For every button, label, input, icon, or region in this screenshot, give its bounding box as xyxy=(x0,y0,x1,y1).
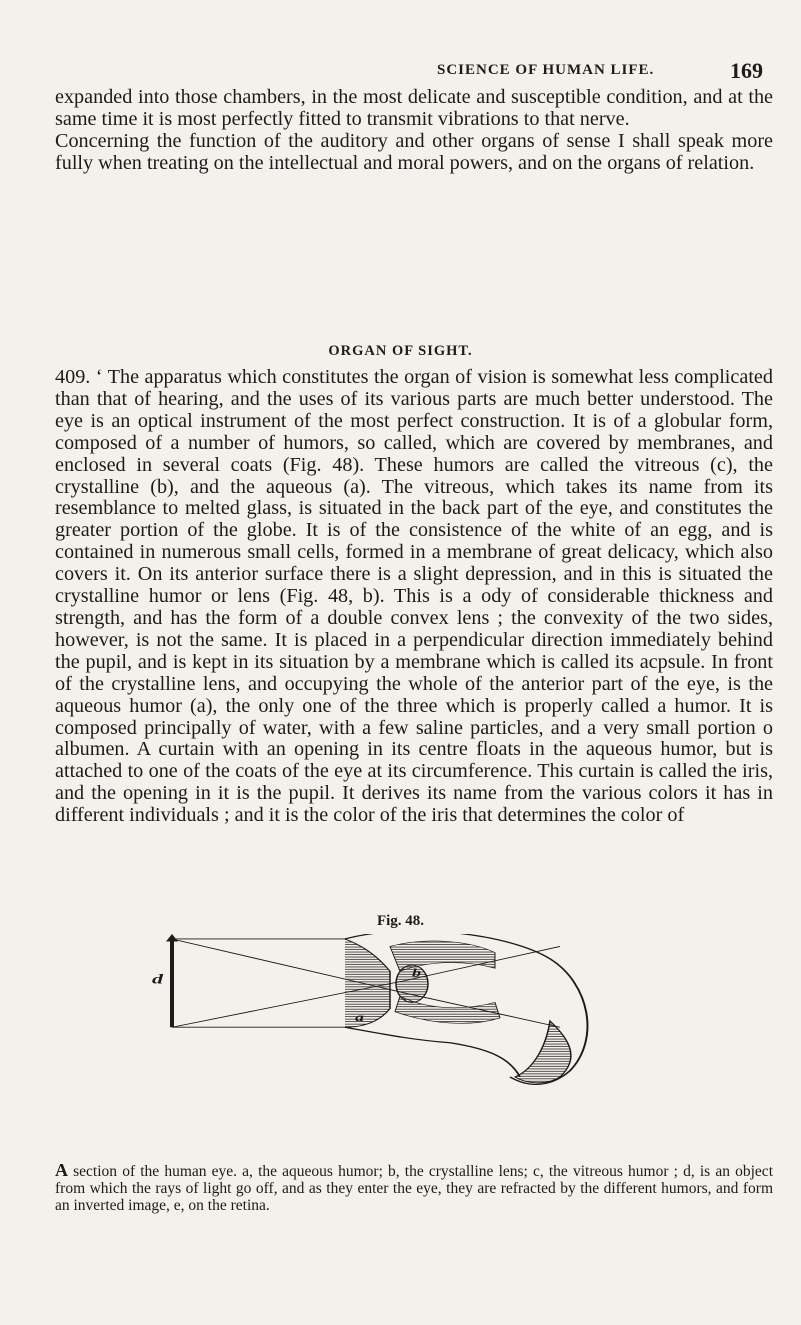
paragraph-senses: Concerning the function of the auditory and other organs of sense I shall speak more fully when treating on the intellectual and moral powers, and on the organs of relation. xyxy=(55,129,773,174)
figure-caption xyxy=(55,1162,773,1214)
paragraph-409: 409. ‘ The apparatus which constitutes the organ of vision is somewhat less complicated than that of hearing, and the uses of its various parts are much better understood. The eye is an optical instrument of the most perfect construction. It is of a globular form, composed of a number of humors, so called, which are covered by membranes, and enclosed in several coats (Fig. 48). These humors are called the vitreous (c), the crystalline (b), and the aqueous (a). The vitreous, which takes its name from its resemblance to melted glass, is situated in the back part of the eye, and constitutes the greater portion of the globe. It is of the consistence of the white of an egg, and is contained in numerous small cells, formed in a membrane of great delicacy, which also covers it. On its anterior surface there is a slight depression, and in this is situated the crystalline humor or lens (Fig. 48, b). This is a ody of considerable thickness and strength, and has the form of a double convex lens ; the convexity of the two sides, however, is not the same. It is placed in a perpendicular direction immediately behind the pupil, and is kept in its situation by a membrane which is called its acpsule. In front of the crystalline lens, and occupying the whole of the anterior part of the eye, is the aqueous humor (a), the only one of the three which is properly called a humor. It is composed principally of water, with a few saline particles, and a very small portion o albumen. A curtain with an opening in its centre floats in the aqueous humor, but is attached to one of the coats of the eye at its circumference. This curtain is called the iris, and the opening in it is the pupil. It derives its name from the various colors it has in different individuals ; and it is the color of the iris that determines the color of xyxy=(55,366,773,827)
paragraph-continued: expanded into those chambers, in the most delicate and susceptible condition, and at the same time it is most perfectly fitted to transmit vibrations to that nerve. xyxy=(55,86,773,130)
aqueous-humor-region xyxy=(345,939,390,1027)
retina-region xyxy=(515,1021,571,1083)
page-number: 169 xyxy=(730,58,763,83)
eye-section-figure xyxy=(150,934,670,1164)
object-arrow xyxy=(166,934,178,1027)
opening-paragraphs xyxy=(55,87,773,175)
figure-label: Fig. 48. xyxy=(376,913,425,929)
page-header xyxy=(0,58,801,88)
letter-d: d xyxy=(152,971,163,987)
eyeball xyxy=(345,934,587,1084)
section-heading: ORGAN OF SIGHT. xyxy=(328,343,473,359)
caption-lead: A xyxy=(55,1160,68,1180)
caption-text: section of the human eye. a, the aqueous humor; b, the crystalline lens; c, the vitreous humor ; d, is an object from which the rays of light go off, and as they enter the eye, they are refracted by the different humors, and form an inverted image, e, on the retina. xyxy=(55,1163,773,1214)
letter-b: b xyxy=(412,967,421,980)
letter-a: a xyxy=(355,1012,364,1025)
running-head: SCIENCE OF HUMAN LIFE. xyxy=(437,62,655,78)
